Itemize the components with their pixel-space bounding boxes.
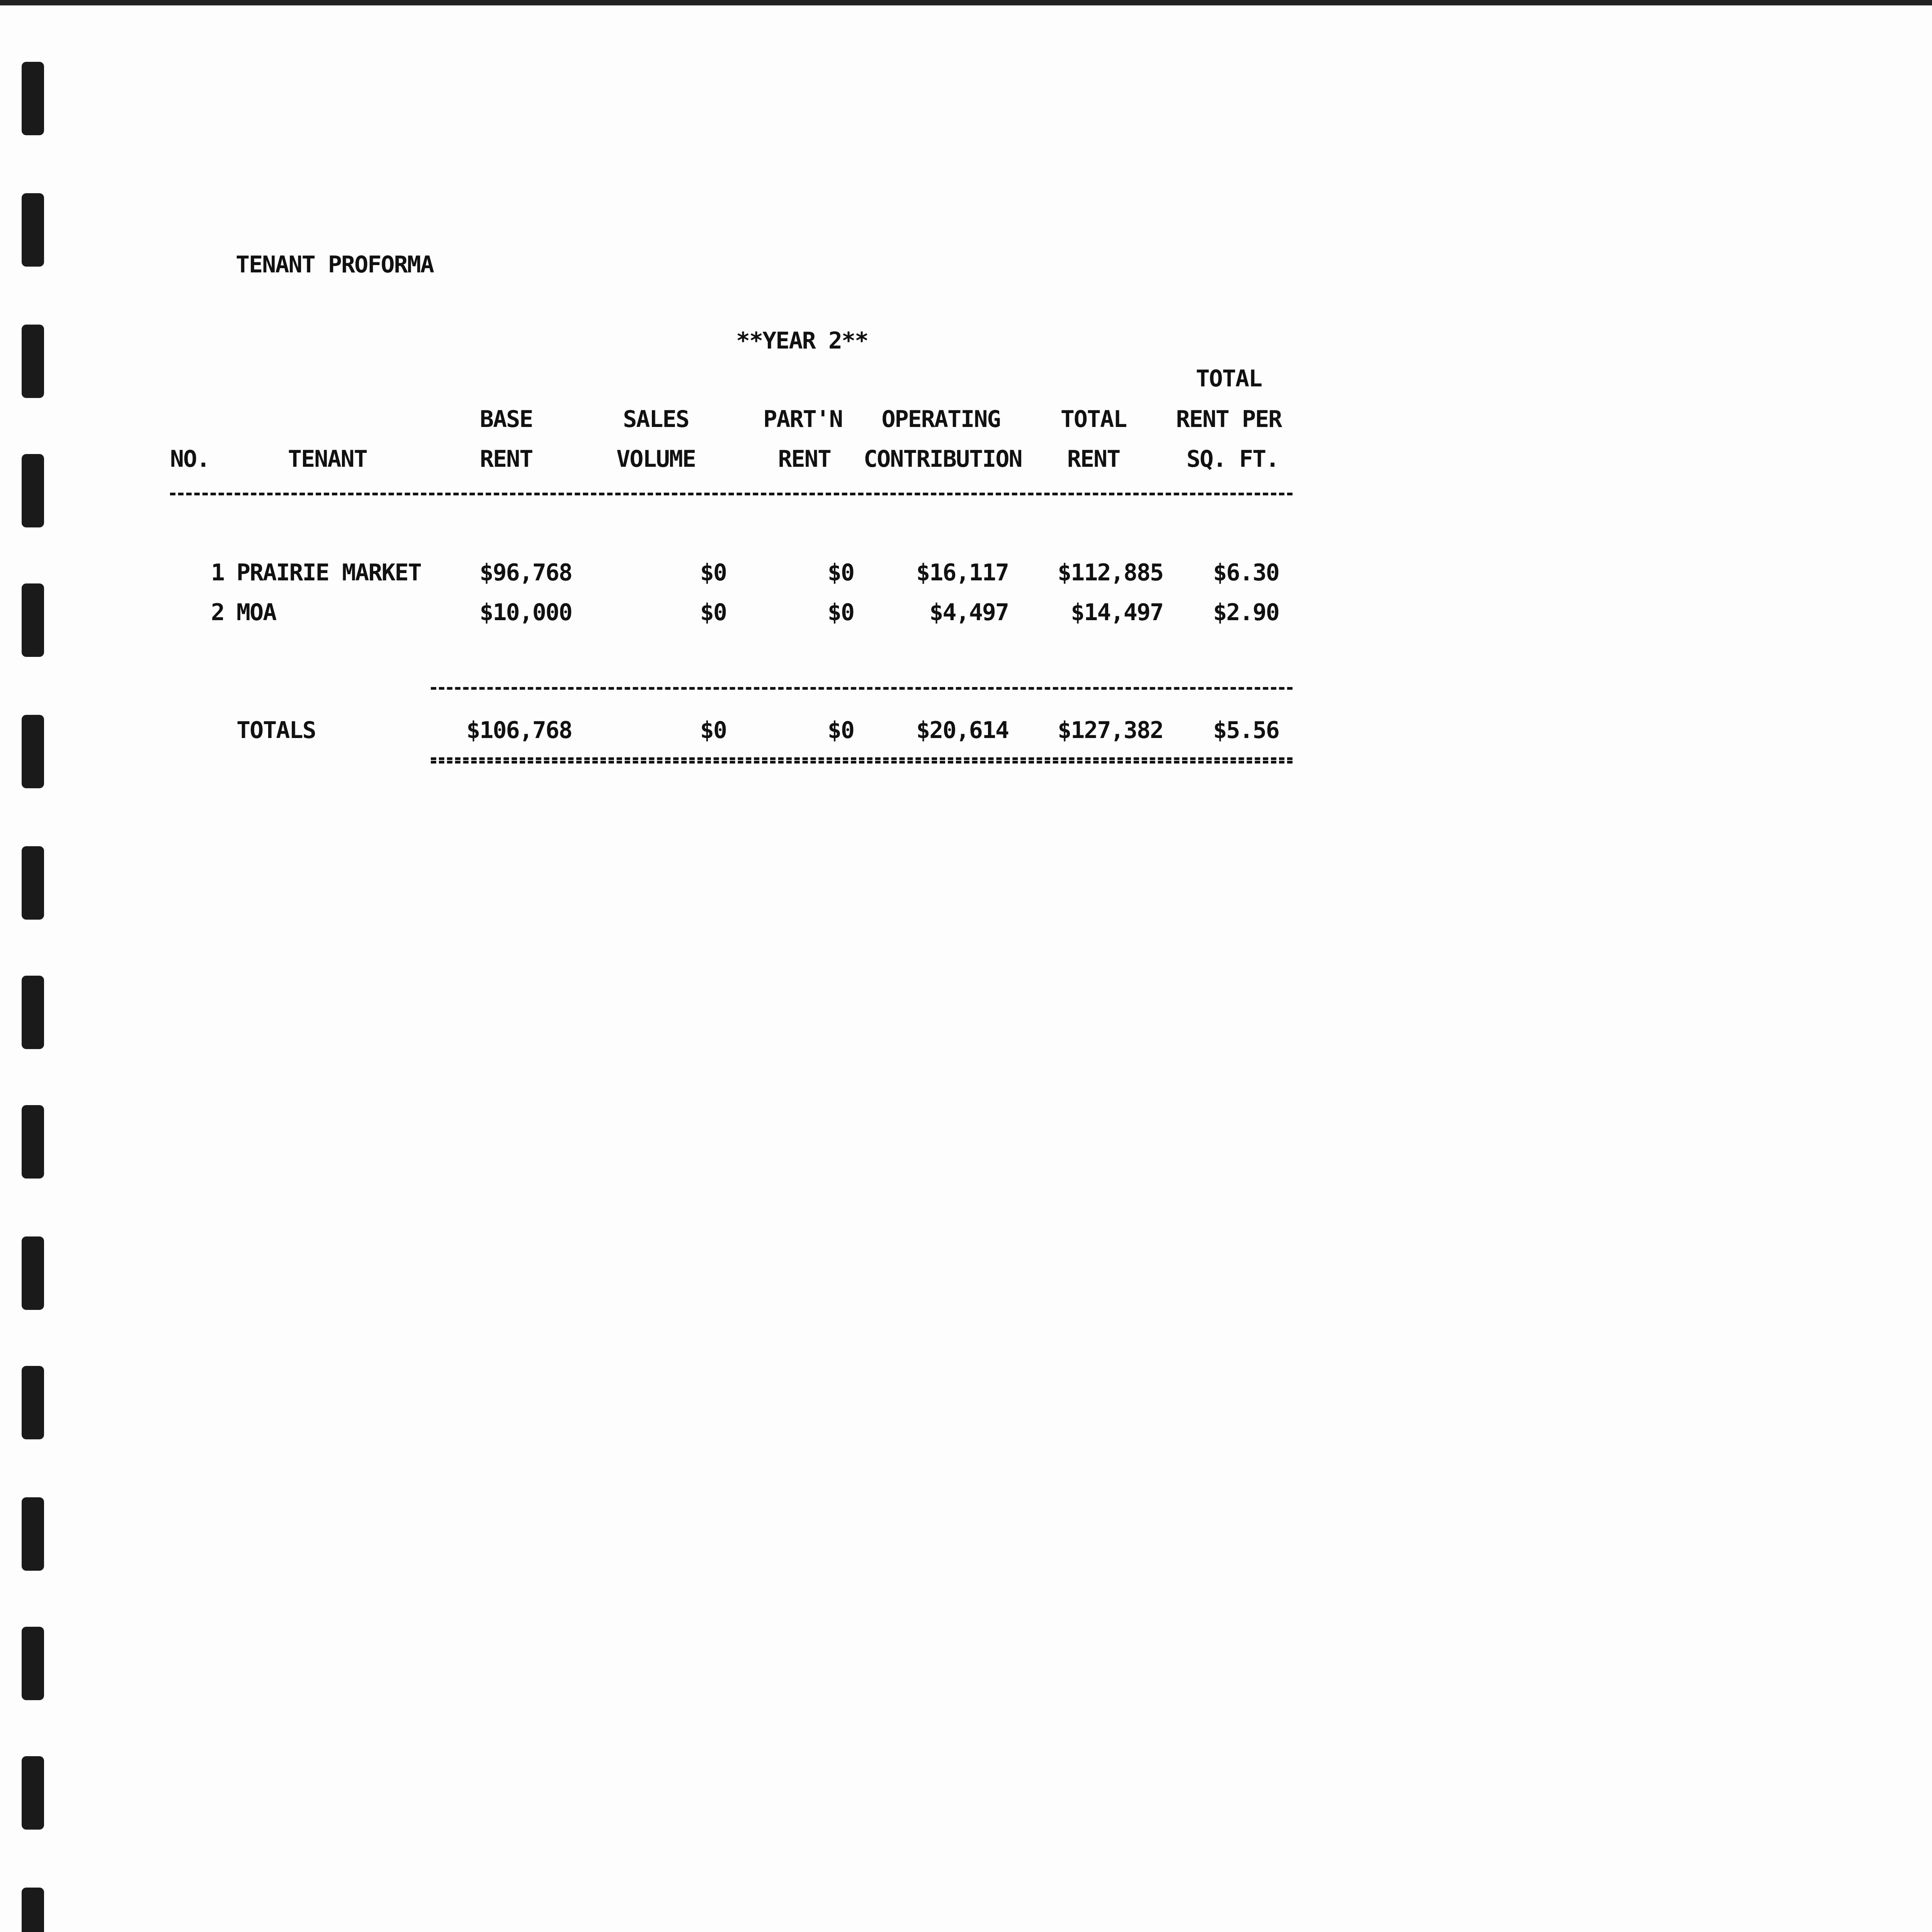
punch-hole	[22, 976, 44, 1049]
row-operating-contribution: $16,117	[916, 559, 1009, 586]
totals-label: TOTALS	[236, 717, 316, 744]
punch-hole	[22, 1105, 44, 1179]
header-tenant: TENANT	[288, 446, 367, 473]
header-rule	[170, 493, 1293, 495]
row-base-rent: $10,000	[480, 599, 572, 626]
row-partn-rent: $0	[827, 599, 854, 626]
row-sales-volume: $0	[700, 599, 726, 626]
totals-partn-rent: $0	[827, 717, 854, 744]
row-rent-per-sqft: $2.90	[1213, 599, 1279, 626]
row-sales-volume: $0	[700, 559, 726, 586]
header-rent-per-sqft-line2: RENT PER	[1176, 406, 1282, 433]
punch-hole	[22, 193, 44, 267]
totals-operating-contribution: $20,614	[916, 717, 1009, 744]
totals-sales-volume: $0	[700, 717, 726, 744]
totals-total-rent: $127,382	[1058, 717, 1163, 744]
punch-hole	[22, 62, 44, 135]
header-total-rent-line2: RENT	[1067, 446, 1120, 473]
punch-hole	[22, 1756, 44, 1830]
header-rent-per-sqft-line1: TOTAL	[1196, 365, 1262, 392]
totals-rule	[431, 687, 1293, 690]
header-total-rent-line1: TOTAL	[1060, 406, 1127, 433]
punch-hole	[22, 454, 44, 527]
row-partn-rent: $0	[827, 559, 854, 586]
punch-hole	[22, 1366, 44, 1439]
header-sales-volume-line1: SALES	[623, 406, 689, 433]
header-rent-per-sqft-line3: SQ. FT.	[1186, 446, 1279, 473]
row-base-rent: $96,768	[480, 559, 572, 586]
page-title: TENANT PROFORMA	[236, 251, 434, 278]
punch-hole	[22, 715, 44, 788]
header-operating-contribution-line1: OPERATING	[881, 406, 1000, 433]
punch-hole	[22, 325, 44, 398]
row-operating-contribution: $4,497	[929, 599, 1009, 626]
row-no: 2	[211, 599, 224, 626]
header-operating-contribution-line2: CONTRIBUTION	[864, 446, 1022, 473]
row-total-rent: $14,497	[1071, 599, 1163, 626]
row-no: 1	[211, 559, 224, 586]
year-heading: **YEAR 2**	[736, 327, 868, 354]
punch-hole	[22, 1888, 44, 1932]
punch-hole	[22, 1497, 44, 1571]
header-sales-volume-line2: VOLUME	[616, 446, 696, 473]
row-rent-per-sqft: $6.30	[1213, 559, 1279, 586]
row-tenant: MOA	[236, 599, 276, 626]
header-no: NO.	[170, 446, 210, 473]
row-total-rent: $112,885	[1058, 559, 1163, 586]
header-partn-rent-line1: PART'N	[763, 406, 842, 433]
totals-double-rule	[431, 757, 1293, 764]
punch-hole	[22, 846, 44, 920]
punch-hole	[22, 1627, 44, 1700]
punch-hole	[22, 1236, 44, 1310]
punch-hole	[22, 583, 44, 657]
header-base-rent-line1: BASE	[480, 406, 533, 433]
header-partn-rent-line2: RENT	[778, 446, 831, 473]
header-base-rent-line2: RENT	[480, 446, 533, 473]
totals-rent-per-sqft: $5.56	[1213, 717, 1279, 744]
page-top-edge	[0, 0, 1932, 5]
totals-base-rent: $106,768	[466, 717, 572, 744]
row-tenant: PRAIRIE MARKET	[236, 559, 421, 586]
